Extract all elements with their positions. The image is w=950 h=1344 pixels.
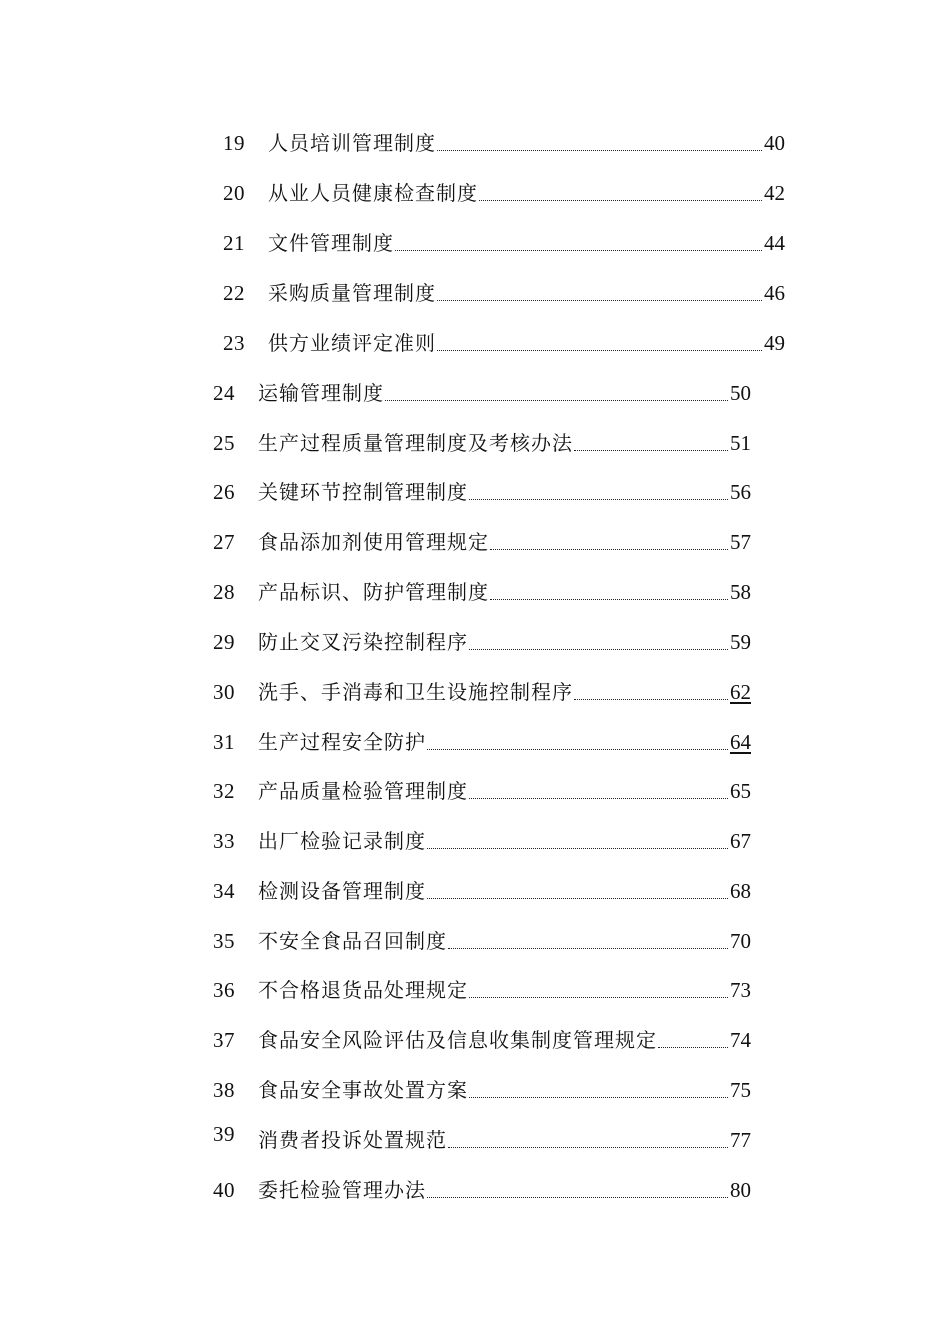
toc-entry[interactable] xyxy=(213,1071,751,1101)
toc-entry-title[interactable]: 关键环节控制管理制度 xyxy=(258,480,468,504)
toc-entry-page: 77 xyxy=(730,1128,751,1152)
toc-entry[interactable] xyxy=(223,174,785,204)
toc-entry-number: 23 xyxy=(223,331,245,355)
dot-leader xyxy=(490,549,728,550)
toc-entry-title[interactable]: 生产过程安全防护 xyxy=(258,730,426,754)
toc-entry-title[interactable]: 不合格退货品处理规定 xyxy=(258,978,468,1002)
toc-entry-title[interactable]: 出厂检验记录制度 xyxy=(258,829,426,853)
dot-leader xyxy=(469,997,728,998)
dot-leader xyxy=(385,400,728,401)
toc-entry-number: 21 xyxy=(223,231,245,255)
toc-entry[interactable] xyxy=(213,1021,751,1051)
toc-entry-page: 62 xyxy=(730,680,751,704)
toc-entry-page: 64 xyxy=(730,730,751,754)
toc-entry[interactable] xyxy=(213,822,751,852)
dot-leader xyxy=(427,1197,728,1198)
toc-entry[interactable] xyxy=(213,473,751,503)
toc-entry-title[interactable]: 运输管理制度 xyxy=(258,381,384,405)
toc-entry-number: 36 xyxy=(213,978,235,1002)
dot-leader xyxy=(490,599,728,600)
dot-leader xyxy=(469,1097,728,1098)
dot-leader xyxy=(427,749,728,750)
toc-entry-page: 73 xyxy=(730,978,751,1002)
toc-entry-number: 22 xyxy=(223,281,245,305)
dot-leader xyxy=(437,150,762,151)
toc-entry-page: 65 xyxy=(730,779,751,803)
toc-entry-number: 30 xyxy=(213,680,235,704)
toc-entry-title[interactable]: 不安全食品召回制度 xyxy=(258,929,447,953)
dot-leader xyxy=(479,200,762,201)
toc-entry[interactable] xyxy=(213,424,751,454)
toc-entry-number: 38 xyxy=(213,1078,235,1102)
toc-entry-number: 26 xyxy=(213,480,235,504)
toc-entry-page: 74 xyxy=(730,1028,751,1052)
toc-entry-number: 32 xyxy=(213,779,235,803)
dot-leader xyxy=(574,450,728,451)
toc-entry[interactable] xyxy=(213,374,751,404)
toc-entry[interactable] xyxy=(223,224,785,254)
toc-entry-page: 59 xyxy=(730,630,751,654)
toc-entry-title[interactable]: 委托检验管理办法 xyxy=(258,1178,426,1202)
toc-entry-number: 33 xyxy=(213,829,235,853)
toc-entry-page: 51 xyxy=(730,431,751,455)
toc-entry-title[interactable]: 防止交叉污染控制程序 xyxy=(258,630,468,654)
toc-entry-number: 28 xyxy=(213,580,235,604)
dot-leader xyxy=(448,948,728,949)
toc-entry-number: 27 xyxy=(213,530,235,554)
toc-entry-page: 40 xyxy=(764,131,785,155)
dot-leader xyxy=(448,1147,728,1148)
toc-entry-number: 24 xyxy=(213,381,235,405)
toc-entry-title[interactable]: 从业人员健康检查制度 xyxy=(268,181,478,205)
toc-entry-page: 57 xyxy=(730,530,751,554)
dot-leader xyxy=(658,1047,728,1048)
toc-entry-number: 20 xyxy=(223,181,245,205)
dot-leader xyxy=(437,350,762,351)
toc-entry-title[interactable]: 产品质量检验管理制度 xyxy=(258,779,468,803)
toc-entry[interactable] xyxy=(223,324,785,354)
dot-leader xyxy=(395,250,762,251)
toc-entry[interactable] xyxy=(223,274,785,304)
toc-entry-title[interactable]: 供方业绩评定准则 xyxy=(268,331,436,355)
toc-entry-title[interactable]: 食品添加剂使用管理规定 xyxy=(258,530,489,554)
toc-entry-page: 46 xyxy=(764,281,785,305)
dot-leader xyxy=(427,898,728,899)
toc-entry[interactable] xyxy=(213,623,751,653)
toc-entry-page: 42 xyxy=(764,181,785,205)
toc-entry-title[interactable]: 人员培训管理制度 xyxy=(268,131,436,155)
toc-entry[interactable] xyxy=(213,723,751,753)
dot-leader xyxy=(437,300,762,301)
toc-entry-title[interactable]: 采购质量管理制度 xyxy=(268,281,436,305)
toc-entry[interactable] xyxy=(213,1121,751,1151)
dot-leader xyxy=(469,798,728,799)
toc-entry-number: 19 xyxy=(223,131,245,155)
toc-entry-title[interactable]: 生产过程质量管理制度及考核办法 xyxy=(258,431,573,455)
toc-entry[interactable] xyxy=(213,673,751,703)
toc-entry-title[interactable]: 检测设备管理制度 xyxy=(258,879,426,903)
dot-leader xyxy=(469,499,728,500)
toc-entry-number: 34 xyxy=(213,879,235,903)
toc-entry[interactable] xyxy=(213,1171,751,1201)
toc-entry-title[interactable]: 产品标识、防护管理制度 xyxy=(258,580,489,604)
toc-entry-page: 70 xyxy=(730,929,751,953)
toc-entry-title[interactable]: 消费者投诉处置规范 xyxy=(258,1128,447,1152)
toc-entry-number: 31 xyxy=(213,730,235,754)
toc-entry-number: 37 xyxy=(213,1028,235,1052)
toc-entry-page: 67 xyxy=(730,829,751,853)
toc-entry-number: 25 xyxy=(213,431,235,455)
toc-entry[interactable] xyxy=(213,772,751,802)
toc-entry-title[interactable]: 食品安全事故处置方案 xyxy=(258,1078,468,1102)
toc-entry-number: 40 xyxy=(213,1178,235,1202)
toc-entry[interactable] xyxy=(213,922,751,952)
toc-entry-title[interactable]: 食品安全风险评估及信息收集制度管理规定 xyxy=(258,1028,657,1052)
toc-entry-page: 49 xyxy=(764,331,785,355)
toc-entry-page: 44 xyxy=(764,231,785,255)
toc-entry[interactable] xyxy=(213,573,751,603)
toc-entry-title[interactable]: 文件管理制度 xyxy=(268,231,394,255)
toc-entry-page: 58 xyxy=(730,580,751,604)
toc-entry-page: 50 xyxy=(730,381,751,405)
toc-entry[interactable] xyxy=(213,523,751,553)
toc-entry-number: 39 xyxy=(213,1122,235,1146)
dot-leader xyxy=(427,848,728,849)
toc-entry-title[interactable]: 洗手、手消毒和卫生设施控制程序 xyxy=(258,680,573,704)
toc-entry[interactable] xyxy=(213,971,751,1001)
toc-entry-number: 29 xyxy=(213,630,235,654)
toc-entry-page: 80 xyxy=(730,1178,751,1202)
toc-entry-page: 68 xyxy=(730,879,751,903)
toc-entry-number: 35 xyxy=(213,929,235,953)
toc-entry[interactable] xyxy=(213,872,751,902)
toc-entry[interactable] xyxy=(223,124,785,154)
toc-entry-page: 75 xyxy=(730,1078,751,1102)
dot-leader xyxy=(574,699,728,700)
dot-leader xyxy=(469,649,728,650)
toc-entry-page: 56 xyxy=(730,480,751,504)
